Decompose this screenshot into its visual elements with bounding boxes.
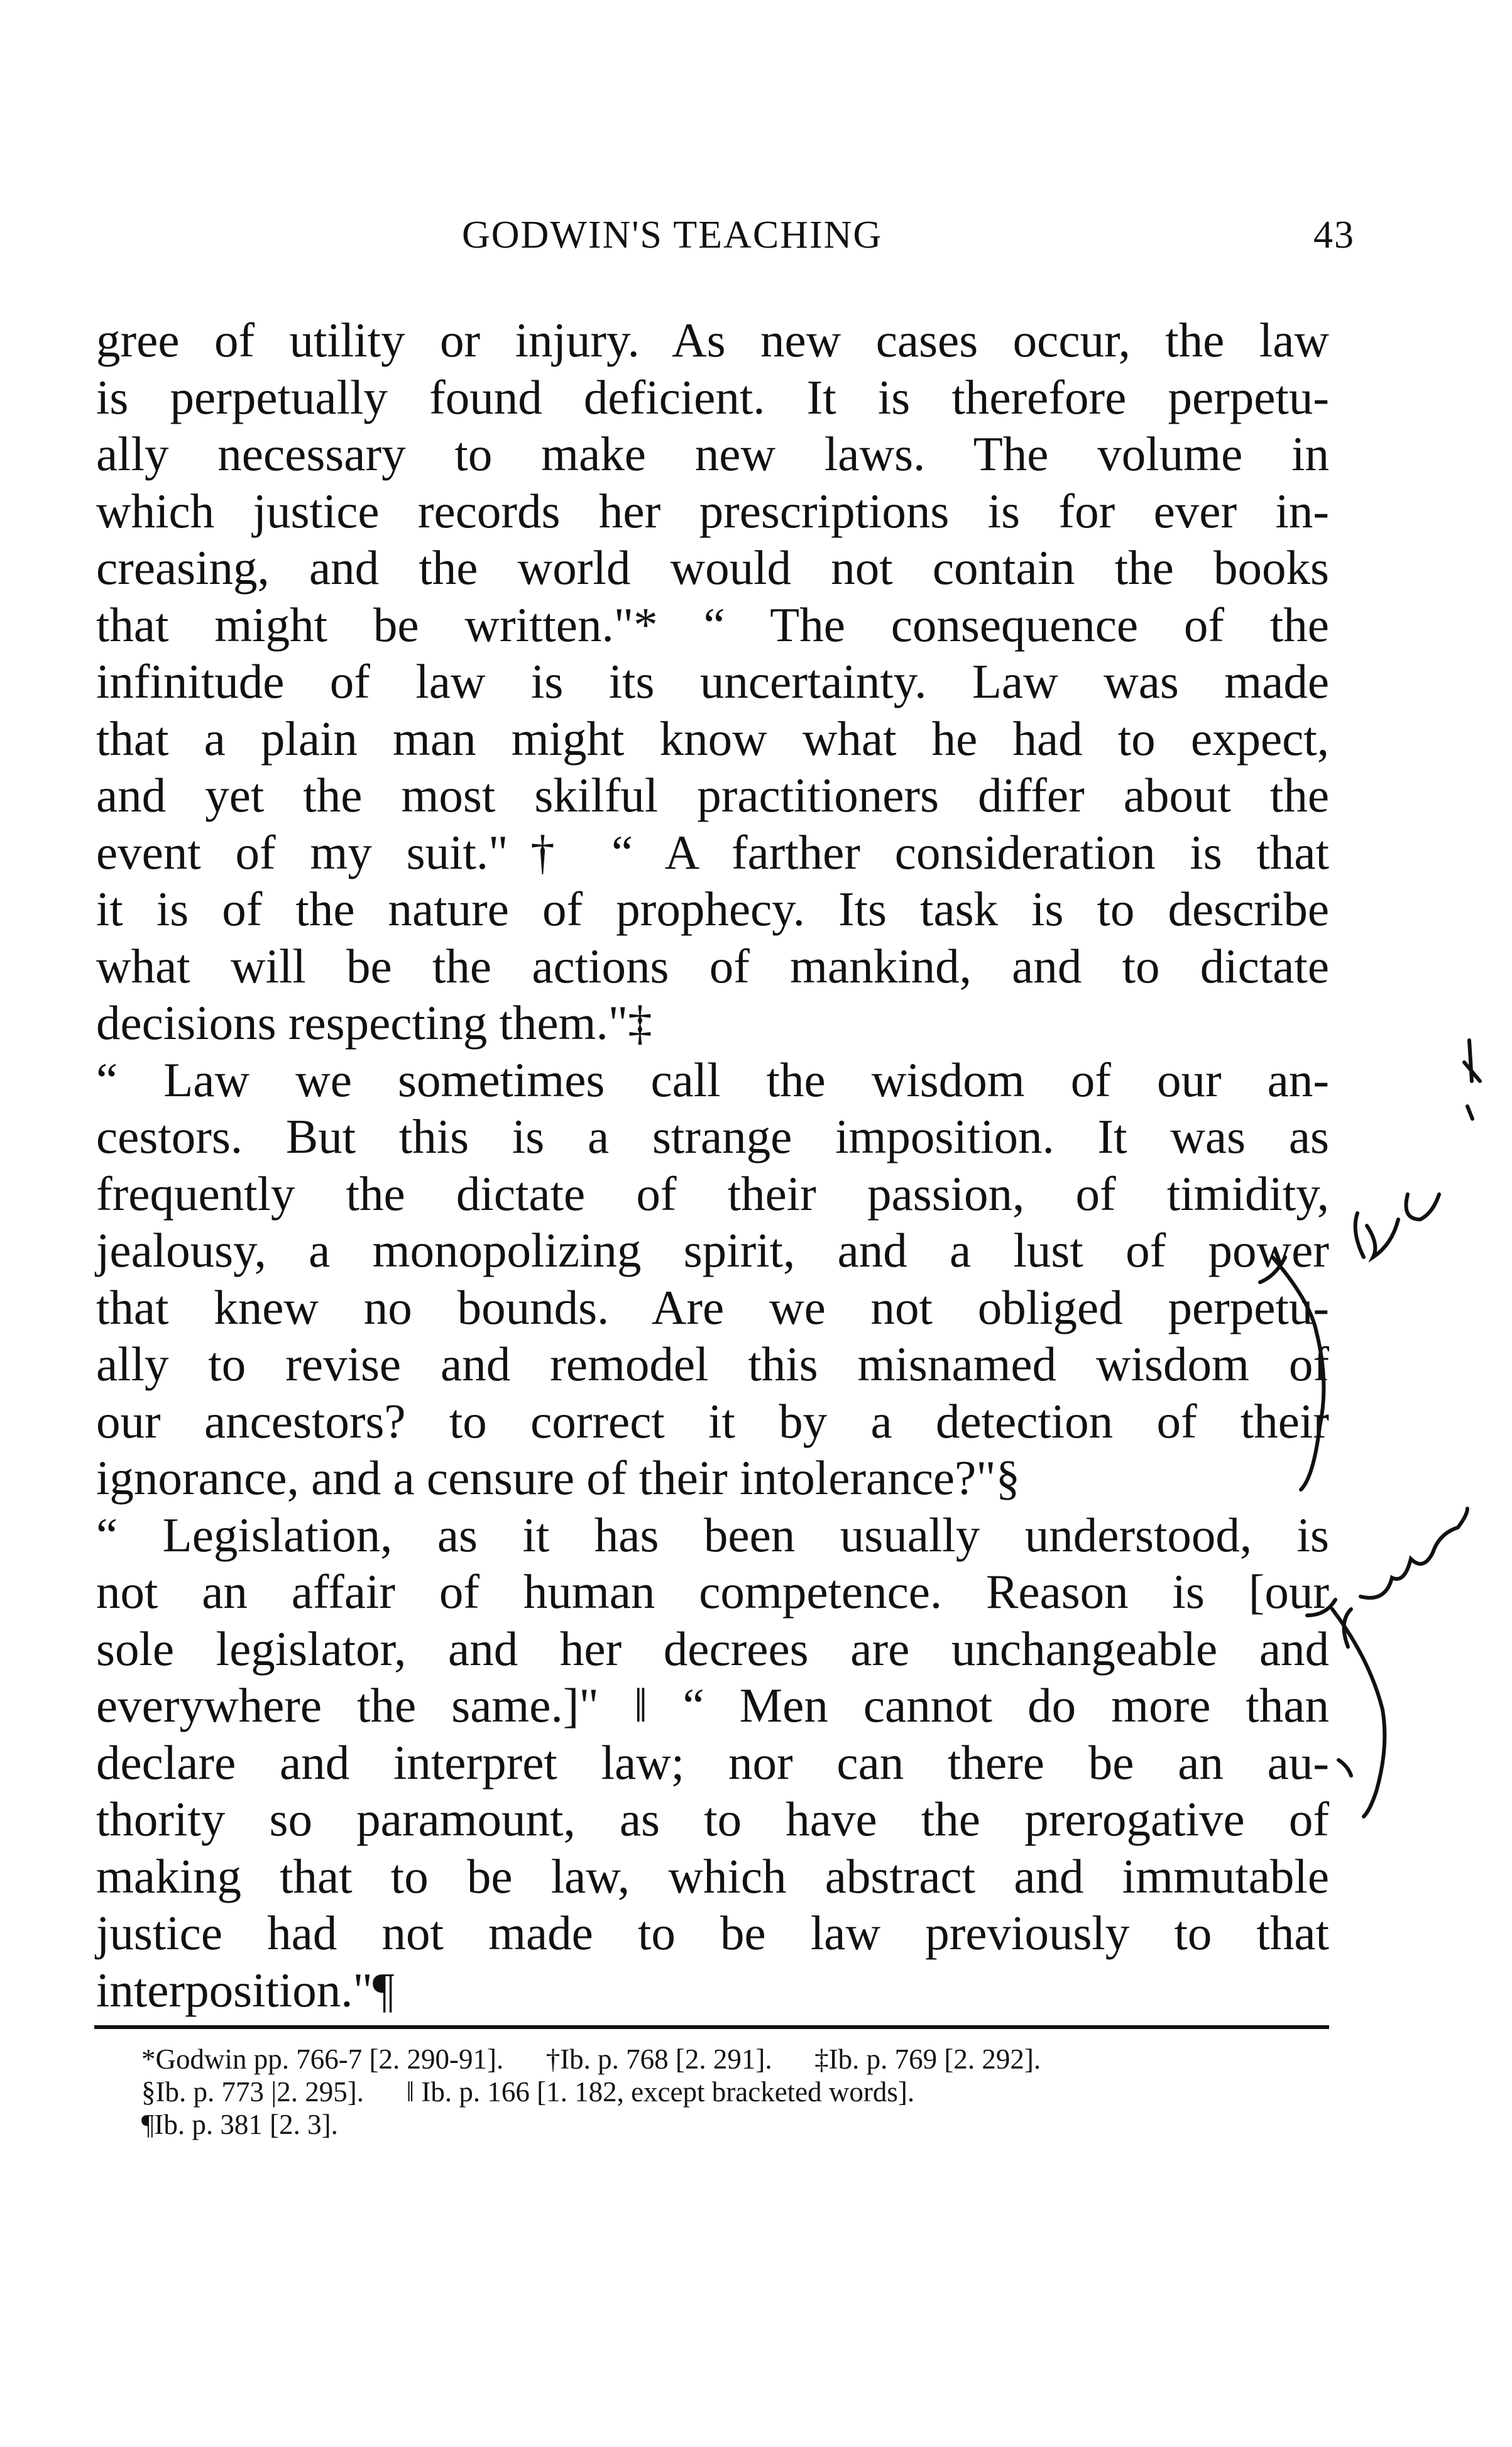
text-line: decisions respecting them."‡ bbox=[96, 996, 652, 1050]
text-line: sole legislator, and her decrees are unchangeable and bbox=[96, 1621, 1329, 1676]
text-line: frequently the dictate of their passion, of timidity, bbox=[96, 1166, 1329, 1221]
running-title: GODWIN'S TEACHING bbox=[462, 214, 883, 256]
text-line: cestors. But this is a strange imposition. It was as bbox=[96, 1109, 1329, 1163]
text-line: jealousy, a monopolizing spirit, and a lust of power bbox=[96, 1223, 1329, 1277]
text-line: making that to be law, which abstract and immutable bbox=[96, 1849, 1329, 1903]
text-line: thority so paramount, as to have the prerogative of bbox=[96, 1792, 1329, 1846]
text-line: that a plain man might know what he had to expect, bbox=[96, 711, 1329, 766]
page-number: 43 bbox=[1313, 214, 1355, 256]
text-line: and yet the most skilful practitioners differ about the bbox=[96, 768, 1329, 822]
handwritten-mark bbox=[1356, 1194, 1439, 1257]
handwritten-mark bbox=[1339, 1760, 1351, 1776]
text-line: it is of the nature of prophecy. Its task is to describe bbox=[96, 882, 1329, 936]
text-line: “ Law we sometimes call the wisdom of our an- bbox=[96, 1052, 1329, 1107]
text-line: that might be written."* “ The consequence of the bbox=[96, 597, 1329, 652]
text-line: which justice records her prescriptions is for ever in- bbox=[96, 483, 1329, 538]
text-line: creasing, and the world would not contain the books bbox=[96, 541, 1329, 595]
text-line: that knew no bounds. Are we not obliged perpetu- bbox=[96, 1280, 1329, 1334]
text-line: everywhere the same.]" ‖ “ Men cannot do more than bbox=[96, 1678, 1329, 1732]
text-line: ally to revise and remodel this misnamed wisdom of bbox=[96, 1337, 1329, 1391]
footnote: §Ib. p. 773 |2. 295]. ‖ Ib. p. 166 [1. 182, except bracketed words]. bbox=[141, 2076, 915, 2108]
text-line: is perpetually found deficient. It is therefore perpetu- bbox=[96, 370, 1329, 424]
handwritten-mark bbox=[1464, 1040, 1480, 1119]
text-line: interposition."¶ bbox=[96, 1962, 395, 2017]
footnote: *Godwin pp. 766-7 [2. 290-91]. †Ib. p. 768 [2. 291]. ‡Ib. p. 769 [2. 292]. bbox=[141, 2043, 1041, 2075]
text-line: ally necessary to make new laws. The volume in bbox=[96, 427, 1329, 481]
handwritten-mark bbox=[1344, 1509, 1467, 1647]
text-line: what will be the actions of mankind, and to dictate bbox=[96, 938, 1329, 993]
handwritten-bracket bbox=[1260, 1257, 1323, 1490]
text-line: our ancestors? to correct it by a detection of their bbox=[96, 1394, 1329, 1448]
text-line: infinitude of law is its uncertainty. Law was made bbox=[96, 654, 1329, 708]
text-line: not an affair of human competence. Reason is [our bbox=[96, 1564, 1329, 1619]
text-line: justice had not made to be law previously to that bbox=[96, 1906, 1329, 1960]
footnote: ¶Ib. p. 381 [2. 3]. bbox=[141, 2109, 338, 2140]
text-line: “ Legislation, as it has been usually understood, is bbox=[96, 1507, 1329, 1562]
text-line: event of my suit."† “ A farther consideration is that bbox=[96, 825, 1329, 879]
text-line: declare and interpret law; nor can there be an au- bbox=[96, 1735, 1329, 1790]
text-line: ignorance, and a censure of their intolerance?"§ bbox=[96, 1451, 1021, 1505]
text-line: gree of utility or injury. As new cases occur, the law bbox=[96, 313, 1329, 367]
